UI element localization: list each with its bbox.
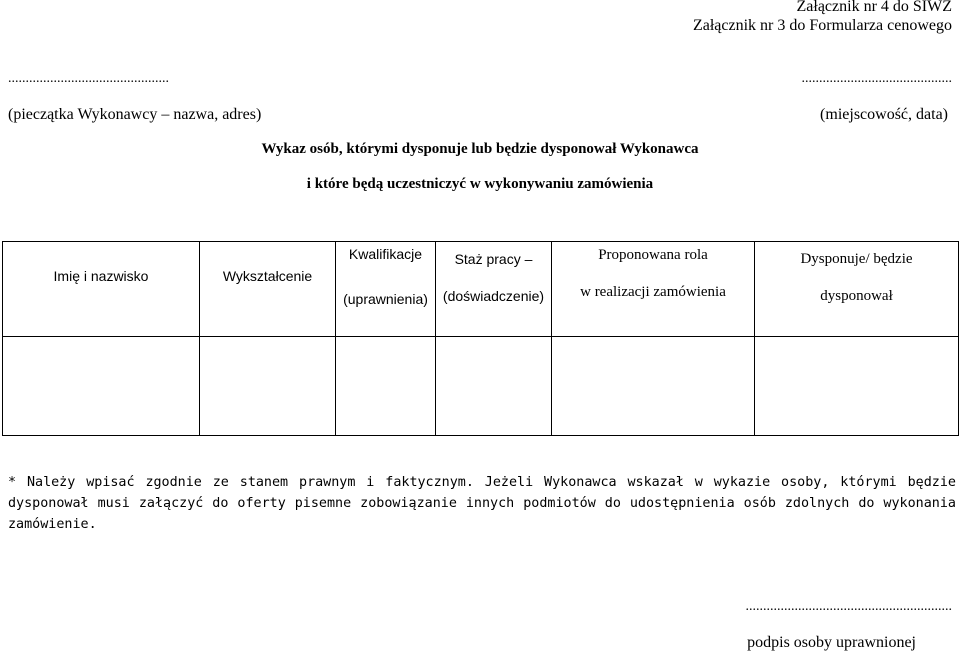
column-header-sublabel: dysponował	[820, 288, 893, 304]
column-header-sublabel: (doświadczenie)	[442, 288, 545, 304]
table-cell[interactable]	[552, 337, 755, 436]
column-header-name	[3, 242, 200, 337]
table-cell[interactable]	[436, 337, 552, 436]
column-header-sublabel: (uprawnienia)	[343, 291, 428, 307]
column-header-experience	[436, 242, 552, 337]
column-header-role	[552, 242, 755, 337]
table-cell[interactable]	[200, 337, 336, 436]
stamp-dots: ..............................................	[8, 71, 169, 86]
column-header-label: Imię i nazwisko	[53, 268, 149, 284]
column-header-label: Proponowana rola	[598, 247, 708, 263]
column-header-education	[200, 242, 336, 337]
table-row	[3, 337, 959, 436]
table-header-row	[3, 242, 959, 337]
column-header-availability	[755, 242, 959, 337]
column-header-sublabel: w realizacji zamówienia	[580, 284, 726, 300]
stamp-label: (pieczątka Wykonawcy – nazwa, adres)	[8, 106, 262, 123]
signature-dots: ...........................................................	[745, 599, 952, 614]
column-header-label: Staż pracy –	[454, 251, 533, 267]
document-title-line-2: i które będą uczestniczyć w wykonywaniu zamówienia	[306, 176, 654, 192]
place-date-label: (miejscowość, data)	[820, 106, 948, 123]
table-cell[interactable]	[755, 337, 959, 436]
table-cell[interactable]	[336, 337, 436, 436]
column-header-label: Wykształcenie	[222, 268, 313, 284]
place-date-dots: ...........................................	[801, 71, 952, 86]
table-cell[interactable]	[3, 337, 200, 436]
column-header-label: Dysponuje/ będzie	[800, 251, 913, 267]
column-header-qualifications	[336, 242, 436, 337]
column-header-label: Kwalifikacje	[348, 246, 423, 262]
signature-label: podpis osoby uprawnionej	[747, 634, 916, 651]
persons-table	[2, 241, 959, 436]
document-title-line-1: Wykaz osób, którymi dysponuje lub będzie dysponował Wykonawca	[261, 141, 699, 157]
footnote: * Należy wpisać zgodnie ze stanem prawnym i faktycznym. Jeżeli Wykonawca wskazał w wykazie osoby, którymi będzie dysponował musi załączyć do oferty pisemne zobowiązanie innych podmiotów do udostępnienia osób zdolnych do wykonania zamówienie.	[8, 475, 956, 532]
attachment-line-1: Załącznik nr 4 do SIWZ	[796, 0, 952, 15]
attachment-line-2: Załącznik nr 3 do Formularza cenowego	[692, 17, 952, 34]
